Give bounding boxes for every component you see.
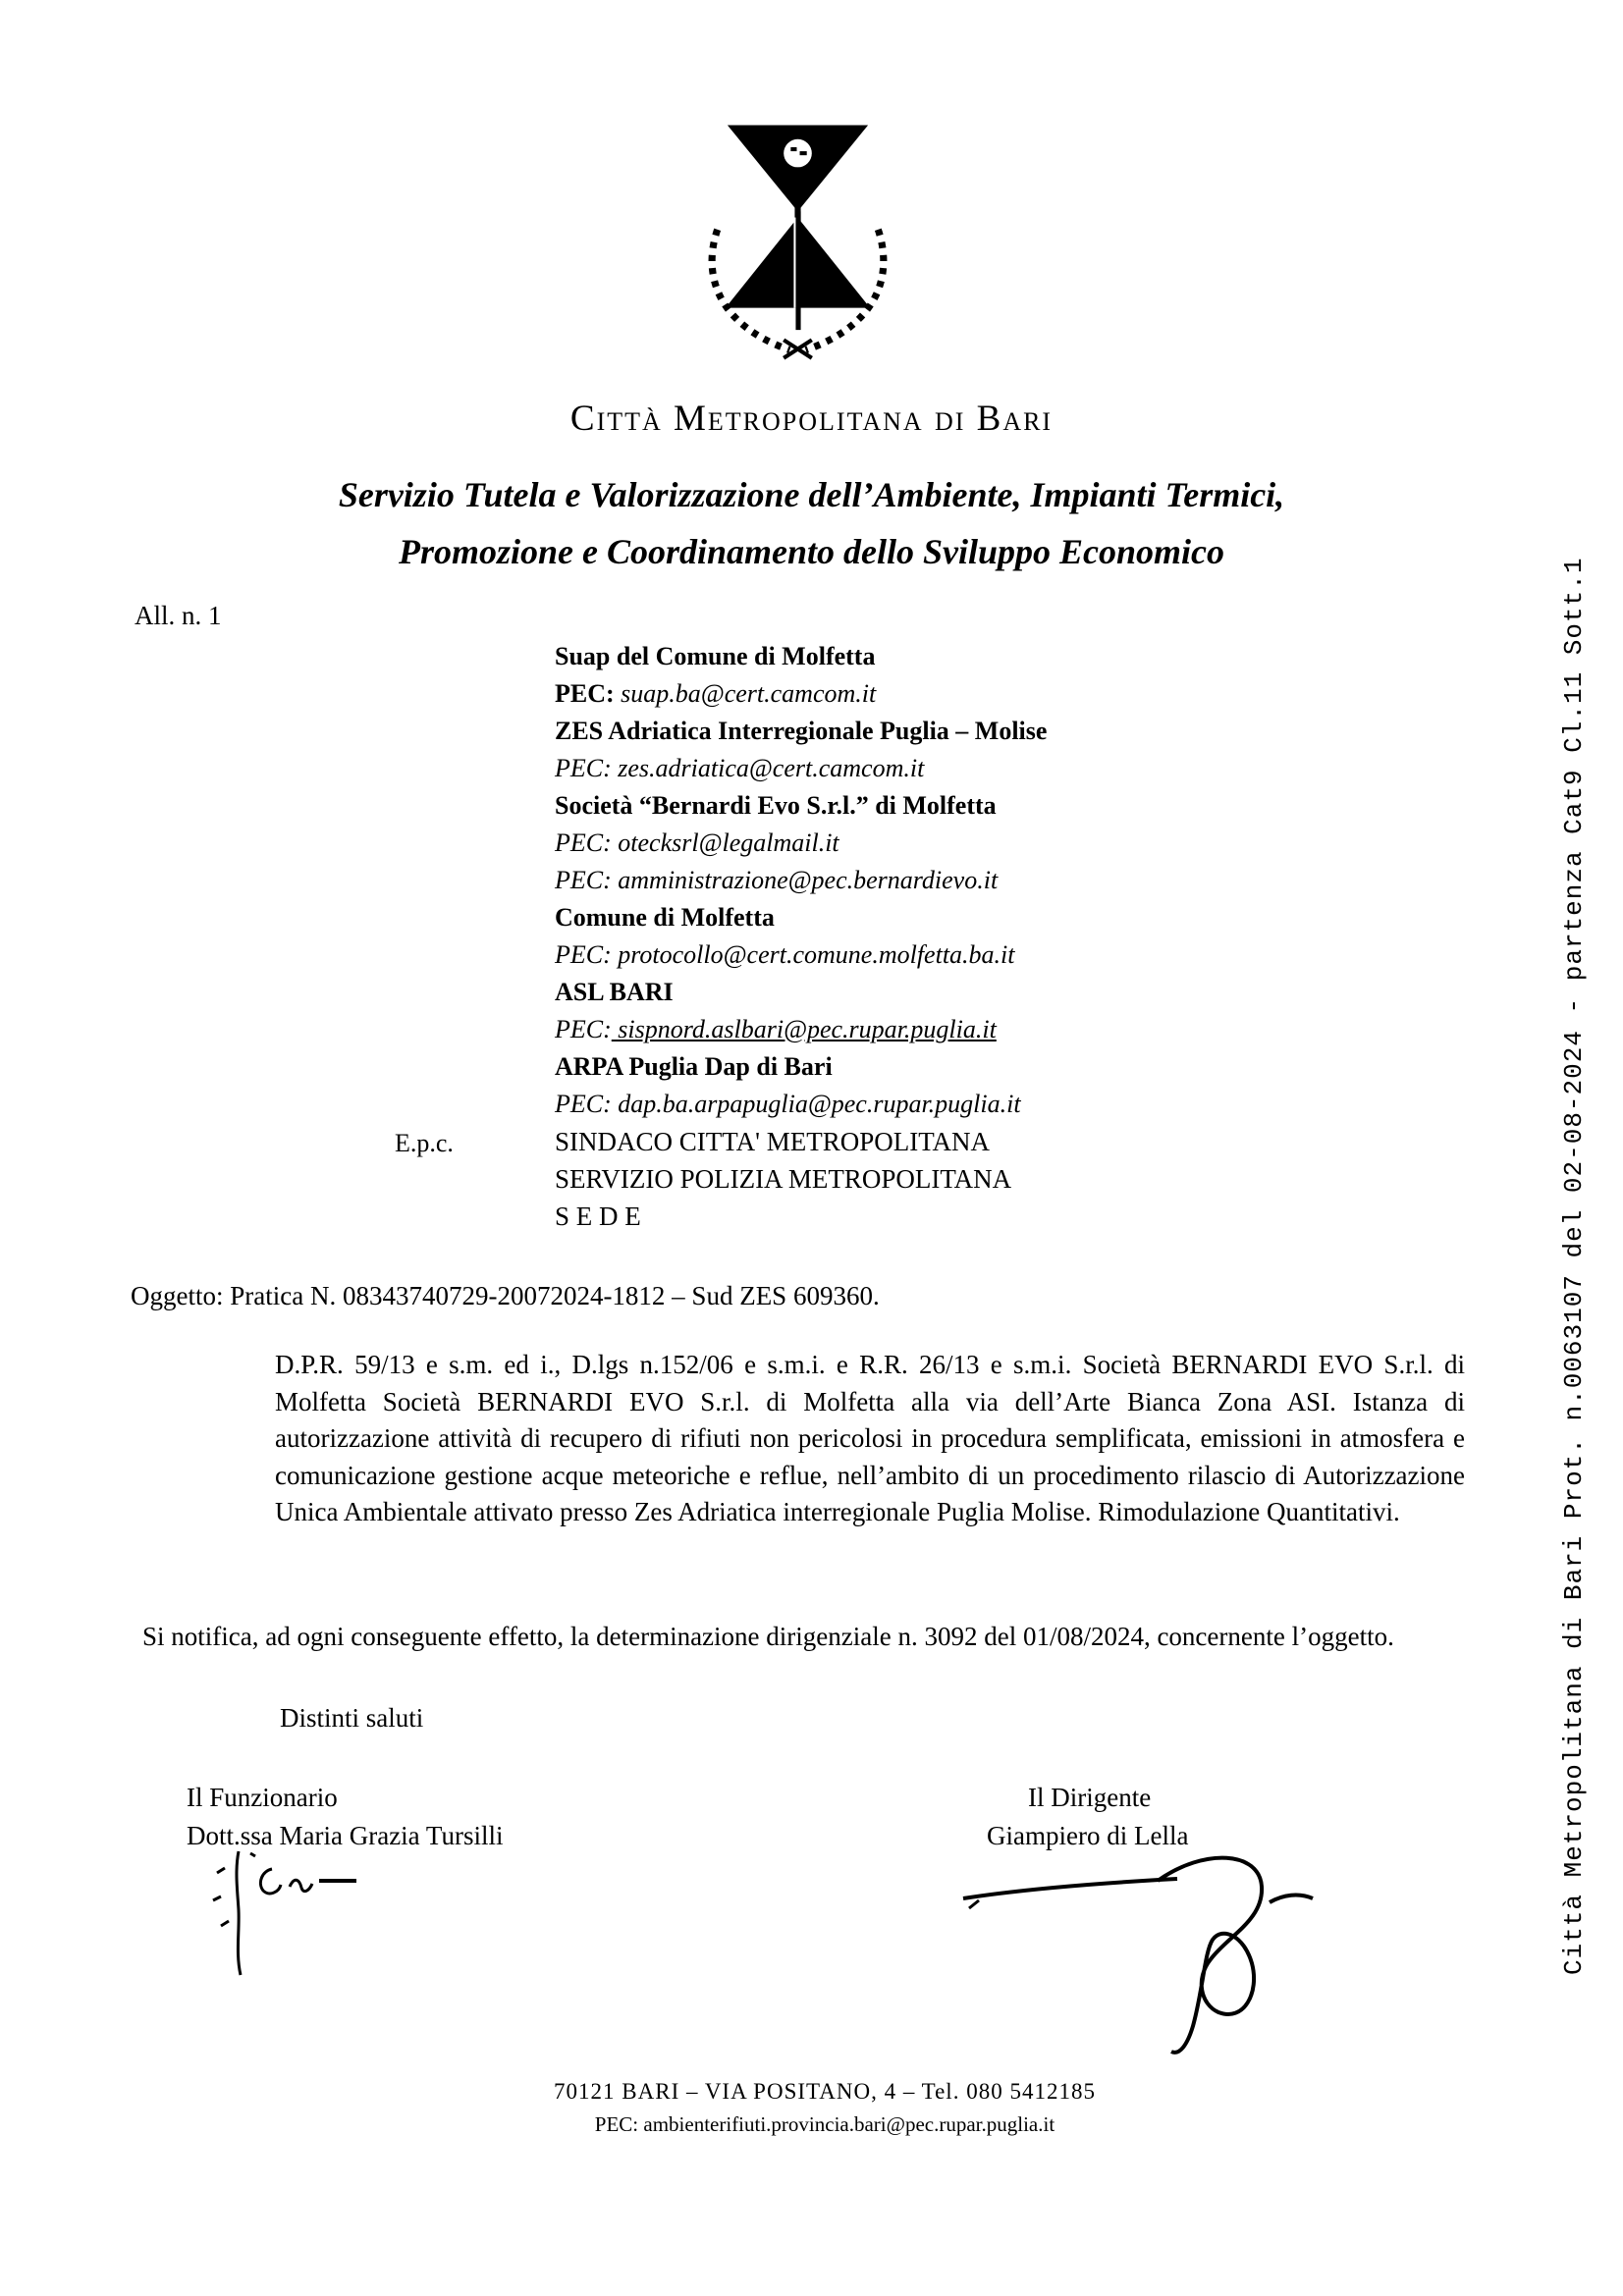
recipient-text: amministrazione@pec.bernardievo.it bbox=[611, 866, 999, 894]
service-title-line1: Servizio Tutela e Valorizzazione dell’Ambiente, Impianti Termici, bbox=[338, 475, 1285, 514]
recipient-line bbox=[555, 1011, 1047, 1048]
recipient-line bbox=[555, 1048, 1047, 1086]
recipient-text: protocollo@cert.comune.molfetta.ba.it bbox=[611, 940, 1015, 969]
recipient-text: otecksrl@legalmail.it bbox=[611, 828, 839, 857]
organization-title: Città Metropolitana di Bari bbox=[569, 399, 1054, 439]
recipient-text: suap.ba@cert.camcom.it bbox=[614, 679, 877, 708]
recipient-line bbox=[555, 936, 1047, 974]
funzionario-signature bbox=[201, 1845, 383, 1988]
recipient-line bbox=[555, 825, 1047, 862]
recipient-text: dap.ba.arpapuglia@pec.rupar.puglia.it bbox=[611, 1090, 1021, 1118]
pec-label: PEC: bbox=[555, 1015, 612, 1043]
pec-label: PEC: bbox=[555, 679, 615, 708]
recipient-line bbox=[555, 638, 1047, 675]
crest-emblem-circle bbox=[784, 139, 812, 168]
epc-label: E.p.c. bbox=[395, 1129, 454, 1157]
recipient-line bbox=[555, 1086, 1047, 1123]
pec-label: PEC: bbox=[555, 754, 612, 782]
dirigente-name: Giampiero di Lella bbox=[987, 1821, 1189, 1850]
recipient-text: Comune di Molfetta bbox=[555, 903, 775, 932]
recipient-line bbox=[555, 899, 1047, 936]
recipient-text: Società “Bernardi Evo S.r.l.” di Molfetta bbox=[555, 791, 997, 820]
recipient-text: ARPA Puglia Dap di Bari bbox=[555, 1052, 833, 1081]
recipient-line bbox=[555, 675, 1047, 713]
dirigente-signature bbox=[957, 1843, 1340, 2069]
footer-address: 70121 BARI – VIA POSITANO, 4 – Tel. 080 5412185 bbox=[554, 2079, 1096, 2104]
recipient-text: sispnord.aslbari@pec.rupar.puglia.it bbox=[611, 1015, 997, 1043]
recipient-text: ASL BARI bbox=[555, 978, 674, 1006]
recipient-line bbox=[555, 750, 1047, 787]
service-title-line2: Promozione e Coordinamento dello Sviluppo Economico bbox=[398, 532, 1225, 571]
cc-line: SINDACO CITTA' METROPOLITANA bbox=[555, 1127, 991, 1156]
pec-label: PEC: bbox=[555, 828, 612, 857]
recipient-text: ZES Adriatica Interregionale Puglia – Molise bbox=[555, 717, 1048, 745]
city-crest-logo bbox=[687, 110, 908, 363]
footer bbox=[0, 2079, 1623, 2137]
pec-label: PEC: bbox=[555, 866, 612, 894]
recipient-text: Suap del Comune di Molfetta bbox=[555, 642, 876, 670]
cc-list bbox=[555, 1123, 1011, 1235]
closing-salutation: Distinti saluti bbox=[280, 1703, 424, 1733]
footer-pec: PEC: ambienterifiuti.provincia.bari@pec.rupar.puglia.it bbox=[594, 2112, 1055, 2136]
protocol-stamp-vertical: Città Metropolitana di Bari Prot. n.0063107 del 02-08-2024 - partenza Cat9 Cl.11 Sott.1 bbox=[1559, 557, 1589, 1975]
funzionario-name: Dott.ssa Maria Grazia Tursilli bbox=[187, 1821, 504, 1850]
cc-line: SERVIZIO POLIZIA METROPOLITANA bbox=[555, 1164, 1012, 1194]
subject-line: Oggetto: Pratica N. 08343740729-20072024-1812 – Sud ZES 609360. bbox=[131, 1281, 880, 1310]
dirigente-role: Il Dirigente bbox=[1028, 1783, 1152, 1812]
funzionario-role: Il Funzionario bbox=[187, 1783, 338, 1812]
body-paragraph: D.P.R. 59/13 e s.m. ed i., D.lgs n.152/06 e s.m.i. e R.R. 26/13 e s.m.i. Società BERNARDI EVO S.r.l. di Molfetta Società BERNARDI EVO S.r.l. di Molfetta alla via dell’Arte Bianca Zona ASI. Istanza di autorizzazione attività di recupero di rifiuti non pericolosi in procedura semplificata, emissioni in atmosfera e comunicazione gestione acque meteoriche e reflue, nell’ambito di un procedimento rilascio di Autorizzazione Unica Ambientale attivato presso Zes Adriatica interregionale Puglia Molise. Rimodulazione Quantitativi. bbox=[275, 1350, 1465, 1526]
recipient-line bbox=[555, 862, 1047, 899]
pec-label: PEC: bbox=[555, 1090, 612, 1118]
notification-paragraph: Si notifica, ad ogni conseguente effetto, la determinazione dirigenziale n. 3092 del 01/08/2024, concernente l’oggetto. bbox=[142, 1622, 1394, 1651]
recipient-line bbox=[555, 974, 1047, 1011]
recipients-list bbox=[555, 638, 1047, 1123]
signature-block-funzionario bbox=[187, 1779, 503, 1855]
attachments-label: All. n. 1 bbox=[135, 601, 222, 630]
recipient-line bbox=[555, 713, 1047, 750]
pec-label: PEC: bbox=[555, 940, 612, 969]
cc-line: S E D E bbox=[555, 1201, 641, 1231]
recipient-text: zes.adriatica@cert.camcom.it bbox=[611, 754, 925, 782]
recipient-line bbox=[555, 787, 1047, 825]
